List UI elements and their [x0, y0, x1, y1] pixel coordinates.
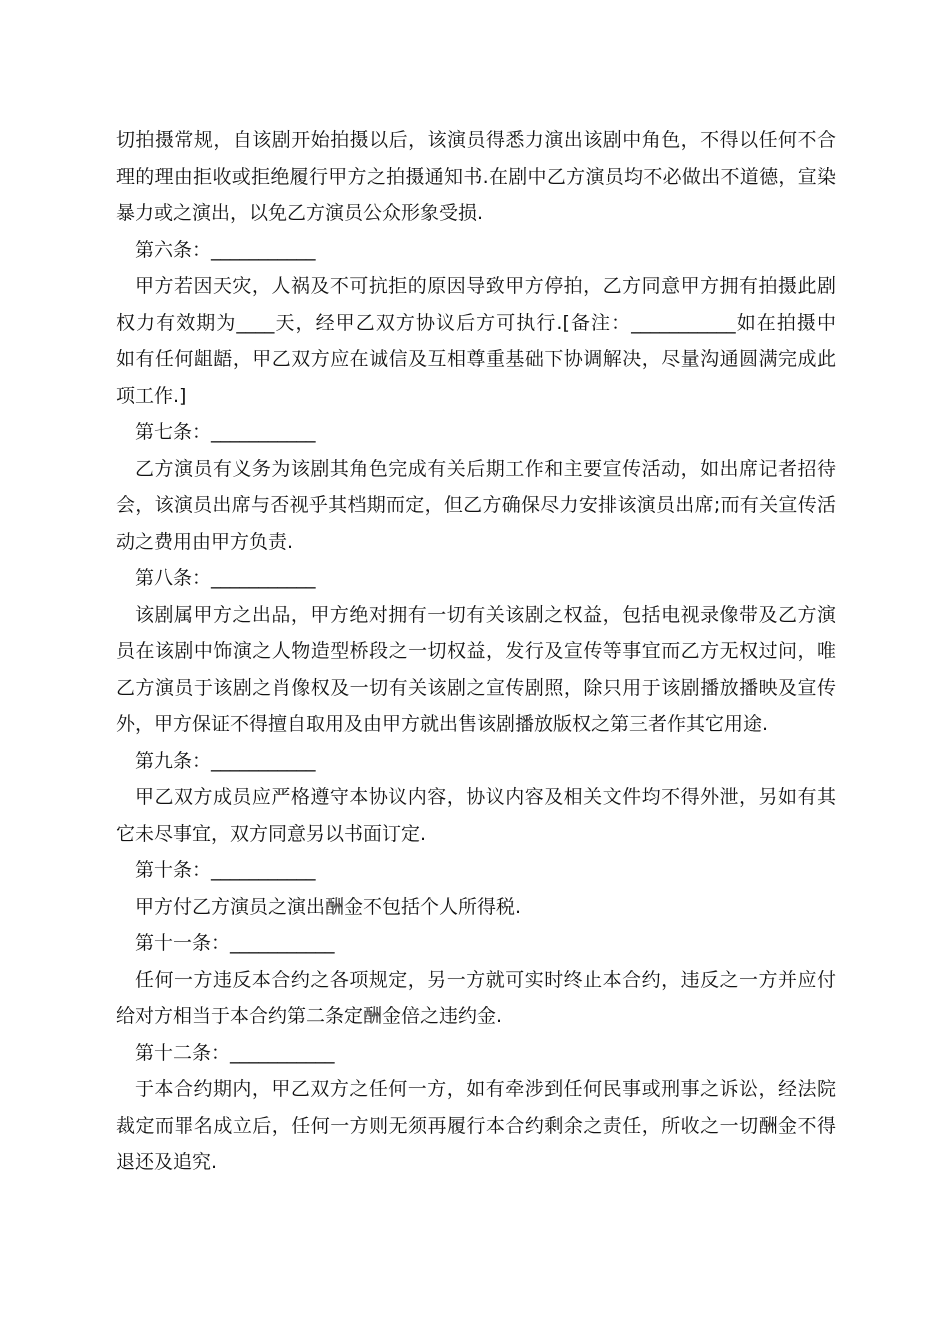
article-heading: 第八条：___________ [135, 567, 316, 589]
article-heading: 第七条：___________ [135, 421, 316, 443]
paragraph-line: 权力有效期为____天，经甲乙双方协议后方可执行.[备注：___________如在拍摄中 [116, 311, 836, 334]
article-heading: 第十条：___________ [135, 859, 316, 881]
paragraph-line: 外，甲方保证不得擅自取用及由甲方就出售该剧播放版权之第三者作其它用途. [116, 713, 769, 735]
paragraph-line: 甲方若因天灾，人祸及不可抗拒的原因导致甲方停拍，乙方同意甲方拥有拍摄此剧 [135, 275, 836, 297]
paragraph-line: 任何一方违反本合约之各项规定，另一方就可实时终止本合约，违反之一方并应付 [135, 968, 836, 991]
paragraph-line: 乙方演员于该剧之肖像权及一切有关该剧之宣传剧照，除只用于该剧播放播映及宣传 [116, 676, 836, 699]
article-heading: 第十二条：___________ [135, 1041, 335, 1064]
paragraph-line: 理的理由拒收或拒绝履行甲方之拍摄通知书.在剧中乙方演员均不必做出不道德，宣染 [116, 165, 836, 188]
paragraph-line: 员在该剧中饰演之人物造型桥段之一切权益，发行及宣传等事宜而乙方无权过问，唯 [116, 640, 836, 662]
paragraph-line: 甲乙双方成员应严格遵守本协议内容，协议内容及相关文件均不得外泄，另如有其 [135, 786, 836, 808]
paragraph-line: 退还及追究. [116, 1151, 218, 1173]
paragraph-line: 它未尽事宜，双方同意另以书面订定. [116, 822, 427, 845]
article-heading: 第九条：___________ [135, 749, 316, 772]
paragraph-line: 裁定而罪名成立后，任何一方则无须再履行本合约剩余之责任，所收之一切酬金不得 [116, 1114, 836, 1137]
paragraph-line: 切拍摄常规，自该剧开始拍摄以后，该演员得悉力演出该剧中角色，不得以任何不合 [116, 129, 836, 151]
paragraph-line: 暴力或之演出，以免乙方演员公众形象受损. [116, 202, 484, 224]
paragraph-line: 甲方付乙方演员之演出酬金不包括个人所得税. [135, 895, 522, 918]
paragraph-line: 给对方相当于本合约第二条定酬金倍之违约金. [116, 1005, 503, 1027]
paragraph-line: 会，该演员出席与否视乎其档期而定，但乙方确保尽力安排该演员出席;而有关宣传活 [116, 494, 836, 516]
paragraph-line: 乙方演员有义务为该剧其角色完成有关后期工作和主要宣传活动，如出席记者招待 [135, 457, 836, 480]
paragraph-line: 于本合约期内，甲乙双方之任何一方，如有牵涉到任何民事或刑事之诉讼，经法院 [135, 1078, 836, 1100]
paragraph-line: 该剧属甲方之出品，甲方绝对拥有一切有关该剧之权益，包括电视录像带及乙方演 [135, 603, 836, 626]
article-heading: 第十一条：___________ [135, 932, 335, 954]
document-body [116, 122, 836, 1181]
article-heading: 第六条：___________ [135, 238, 316, 261]
paragraph-line: 动之费用由甲方负责. [116, 530, 294, 553]
paragraph-line: 项工作.] [116, 384, 187, 407]
paragraph-line: 如有任何龃龉，甲乙双方应在诚信及互相尊重基础下协调解决，尽量沟通圆满完成此 [116, 348, 836, 370]
